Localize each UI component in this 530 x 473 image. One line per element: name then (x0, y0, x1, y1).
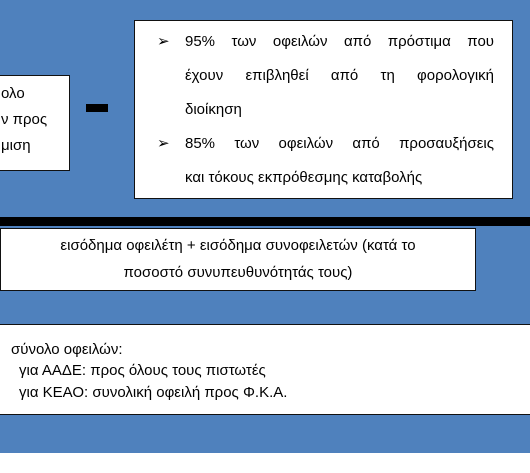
left-box-line-1: ολο (1, 85, 25, 102)
debt-total-box (0, 324, 530, 415)
deductions-box (134, 20, 513, 199)
income-line-2: ποσοστό συνυπευθυνότητάς τους) (123, 264, 353, 281)
left-box-line-2: ν προς (1, 111, 48, 128)
deduction-item-line: έχουν επιβληθεί από τη φορολογική (185, 67, 494, 84)
debt-heading: σύνολο οφειλών: (11, 341, 123, 358)
income-box (0, 228, 476, 291)
deduction-item-line: διοίκηση (185, 101, 242, 118)
arrow-bullet-icon: ➢ (157, 135, 170, 152)
debt-line-aade: για ΑΑΔΕ: προς όλους τους πιστωτές (19, 362, 266, 379)
deduction-item-line: 95% των οφειλών από πρόστιμα που (185, 33, 494, 50)
minus-operator (86, 104, 108, 112)
total-debt-box (0, 75, 70, 171)
debt-line-keao: για ΚΕΑΟ: συνολική οφειλή προς Φ.Κ.Α. (19, 384, 288, 401)
income-line-1: εισόδημα οφειλέτη + εισόδημα συνοφειλετών (κατά το (60, 237, 416, 254)
deduction-item-line: και τόκους εκπρόθεσμης καταβολής (185, 169, 423, 186)
left-box-line-3: μιση (1, 137, 31, 154)
arrow-bullet-icon: ➢ (157, 33, 170, 50)
separator-rule (0, 217, 530, 226)
deduction-item-line: 85% των οφειλών από προσαυξήσεις (185, 135, 494, 152)
